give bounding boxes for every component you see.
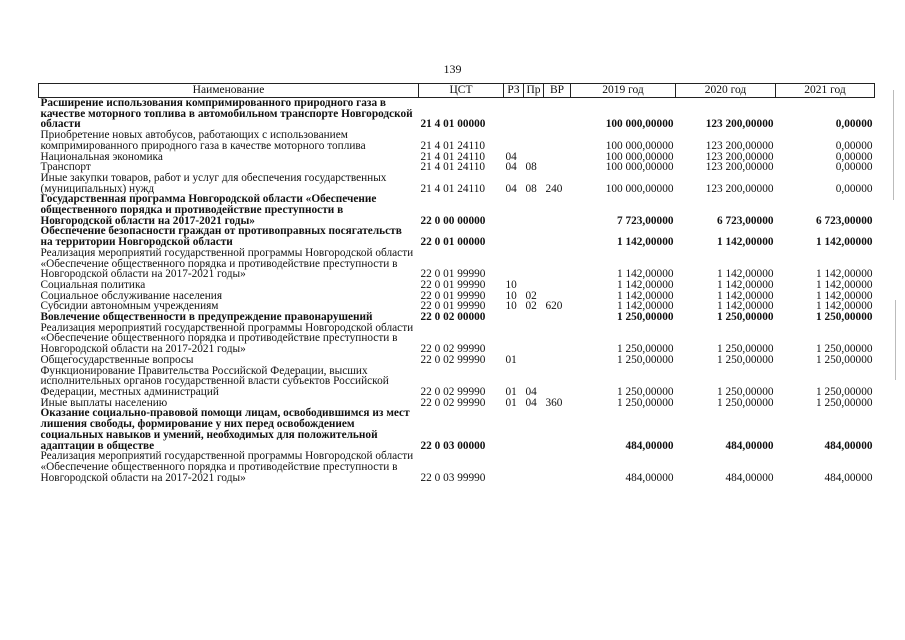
cell-pr [524,194,544,226]
cell-2019: 100 000,00000 [605,118,674,131]
cell-cst: 22 0 02 99990 [420,385,486,398]
cell-2021: 1 250,00000 [816,311,873,324]
cell-2019: 1 250,00000 [617,311,674,324]
cell-rz [504,98,524,131]
cell-name: Социальная политика [40,278,146,291]
cell-rz [504,248,524,280]
table-row [39,248,875,280]
cell-2019: 1 142,00000 [617,236,674,249]
cell-rz [504,194,524,226]
cell-2020: 1 142,00000 [717,268,774,281]
page-number: 139 [443,62,462,76]
cell-rz [504,408,524,451]
cell-2021: 1 142,00000 [816,268,873,281]
cell-2020: 123 200,00000 [705,182,774,195]
cell-cst: 21 4 01 24110 [420,139,486,152]
cell-2020: 123 200,00000 [705,139,774,152]
cell-pr [524,408,544,451]
cell-pr [524,248,544,280]
cell-pr: 04 [525,385,537,398]
cell-pr: 08 [525,182,537,195]
cell-rz: 04 [505,182,517,195]
cell-2019: 484,00000 [625,439,674,452]
cell-name: Национальная экономика [40,150,163,163]
cell-name: Реализация мероприятий государственной программы Новгородской области «Обеспечение общественного порядка и противодействие преступности в Новгородской области на 2017-2021 годы» [40,246,414,281]
cell-2020: 1 250,00000 [717,311,774,324]
cell-2021: 484,00000 [824,439,873,452]
cell-2019: 484,00000 [625,471,674,484]
cell-2021: 1 250,00000 [816,385,873,398]
cell-rz: 04 [505,161,517,174]
cell-rz: 01 [505,385,517,398]
cell-vr [544,194,571,226]
cell-2019: 1 142,00000 [617,289,674,302]
budget-table [38,83,875,483]
cell-rz [504,130,524,151]
cell-name: Вовлечение общественности в предупреждение правонарушений [40,311,373,324]
cell-name: Реализация мероприятий государственной программы Новгородской области «Обеспечение общественного порядка и противодействие преступности в Новгородской области на 2017-2021 годы» [40,321,414,356]
cell-cst: 22 0 01 00000 [420,236,486,249]
cell-2019: 100 000,00000 [605,182,674,195]
cell-2020: 1 142,00000 [717,236,774,249]
cell-vr [544,152,571,163]
cell-2021: 0,00000 [835,161,873,174]
cell-cst: 22 0 03 99990 [420,471,486,484]
cell-vr: 240 [545,182,563,195]
cell-pr [524,451,544,483]
cell-name: Социальное обслуживание населения [40,289,223,302]
cell-name: Иные закупки товаров, работ и услуг для обеспечения государственных (муниципальных) нужд [40,171,387,195]
cell-vr [544,366,571,398]
cell-2021: 1 142,00000 [816,289,873,302]
cell-name: Субсидии автономным учреждениям [40,300,219,313]
cell-pr [524,226,544,247]
cell-name: Государственная программа Новгородской области «Обеспечение общественного порядка и противодействие преступности в Новгородской области на 2017-2021 годы» [40,193,377,227]
cell-cst: 22 0 01 99990 [420,278,486,291]
cell-2020: 123 200,00000 [705,161,774,174]
cell-2020: 484,00000 [725,471,774,484]
cell-2019: 1 250,00000 [617,385,674,398]
header-2020: 2020 год [676,84,776,98]
cell-2021: 0,00000 [835,182,873,195]
table-row [39,323,875,355]
cell-name: Оказание социально-правовой помощи лицам, освободившимся из мест лишения свободы, формирование у них перед освобождением социальных навыков и умений, необходимых для положительной адаптации в обществе [40,407,410,452]
table-row [39,98,875,131]
cell-vr [544,312,571,323]
cell-name: Транспорт [40,161,91,174]
cell-vr [544,280,571,291]
cell-rz: 10 [505,300,517,313]
cell-cst: 22 0 02 00000 [420,311,486,324]
cell-2021: 1 142,00000 [816,278,873,291]
cell-cst: 21 4 01 24110 [420,150,486,163]
cell-2021: 484,00000 [824,471,873,484]
cell-vr [544,162,571,173]
cell-vr [544,451,571,483]
cell-2021: 0,00000 [835,150,873,163]
cell-2021: 1 250,00000 [816,353,873,366]
cell-vr: 620 [545,300,563,313]
cell-cst: 22 0 02 99990 [420,396,486,409]
cell-2020: 1 142,00000 [717,300,774,313]
cell-2020: 1 250,00000 [717,343,774,356]
cell-cst: 21 4 01 24110 [420,182,486,195]
cell-2019: 1 250,00000 [617,343,674,356]
cell-2020: 123 200,00000 [705,150,774,163]
cell-2020: 6 723,00000 [717,214,774,227]
table-row [39,355,875,366]
cell-rz [504,312,524,323]
cell-pr: 02 [525,300,537,313]
cell-pr [524,355,544,366]
cell-vr: 360 [545,396,563,409]
cell-2020: 1 250,00000 [717,396,774,409]
cell-vr [544,248,571,280]
cell-pr: 08 [525,161,537,174]
cell-rz: 10 [505,289,517,302]
cell-2020: 484,00000 [725,439,774,452]
cell-vr [544,323,571,355]
cell-name: Реализация мероприятий государственной программы Новгородской области «Обеспечение общественного порядка и противодействие преступности в Новгородской области на 2017-2021 годы» [40,450,414,484]
cell-cst: 22 0 00 00000 [420,214,486,227]
cell-2020: 1 250,00000 [717,385,774,398]
table-row [39,226,875,247]
header-vr: ВР [544,84,571,98]
cell-2020: 1 250,00000 [717,353,774,366]
header-2021: 2021 год [776,84,875,98]
cell-cst: 21 4 01 24110 [420,161,486,174]
cell-cst: 22 0 02 99990 [420,343,486,356]
cell-pr: 04 [525,396,537,409]
table-row [39,366,875,398]
cell-2020: 123 200,00000 [705,118,774,131]
cell-2021: 1 250,00000 [816,396,873,409]
cell-pr [524,98,544,131]
cell-2020: 1 142,00000 [717,278,774,291]
cell-pr [524,312,544,323]
cell-cst: 22 0 03 00000 [420,439,486,452]
cell-vr [544,355,571,366]
cell-2021: 1 142,00000 [816,236,873,249]
cell-2021: 0,00000 [835,139,873,152]
cell-2019: 1 142,00000 [617,268,674,281]
cell-vr [544,408,571,451]
cell-name: Иные выплаты населению [40,396,168,409]
table-row [39,451,875,483]
cell-rz: 01 [505,396,517,409]
cell-2021: 1 250,00000 [816,343,873,356]
cell-2019: 1 250,00000 [617,396,674,409]
scan-edge-mark [893,90,894,200]
header-cst: ЦСТ [419,84,504,98]
cell-vr [544,98,571,131]
cell-cst: 22 0 01 99990 [420,268,486,281]
cell-2019: 100 000,00000 [605,150,674,163]
cell-2021: 1 142,00000 [816,300,873,313]
cell-2019: 1 142,00000 [617,300,674,313]
cell-name: Приобретение новых автобусов, работающих с использованием компримированного природного газа в качестве моторного топлива [40,129,366,152]
cell-2019: 100 000,00000 [605,161,674,174]
cell-2020: 1 142,00000 [717,289,774,302]
header-2019: 2019 год [571,84,676,98]
cell-rz: 10 [505,278,517,291]
table-row [39,194,875,226]
cell-rz: 01 [505,353,517,366]
header-rz: РЗ [504,84,524,98]
cell-name: Обеспечение безопасности граждан от противоправных посягательств на территории Новгородской области [40,225,402,249]
cell-rz: 04 [505,150,517,163]
table-row [39,130,875,151]
table-row [39,408,875,451]
cell-vr [544,130,571,151]
cell-name: Функционирование Правительства Российской Федерации, высших исполнительных органов государственной власти субъектов Российской Федерации, местных администраций [40,364,389,398]
cell-pr: 02 [525,289,537,302]
cell-cst: 22 0 02 99990 [420,353,486,366]
cell-pr [524,323,544,355]
cell-2019: 100 000,00000 [605,139,674,152]
cell-pr [524,130,544,151]
cell-cst: 22 0 01 99990 [420,289,486,302]
cell-name: Общегосударственные вопросы [40,353,194,366]
table-header-row [39,84,875,98]
cell-cst: 22 0 01 99990 [420,300,486,313]
cell-2019: 7 723,00000 [617,214,674,227]
scan-edge-mark [895,300,896,380]
header-pr: Пр [524,84,544,98]
cell-2021: 0,00000 [835,118,873,131]
cell-2019: 1 250,00000 [617,353,674,366]
cell-name: Расширение использования компримированного природного газа в качестве моторного топлива в автомобильном транспорте Новгородской области [40,97,413,131]
cell-2021: 6 723,00000 [816,214,873,227]
cell-rz [504,226,524,247]
cell-vr [544,226,571,247]
cell-rz [504,451,524,483]
cell-2019: 1 142,00000 [617,278,674,291]
cell-rz [504,323,524,355]
table-row [39,173,875,194]
cell-cst: 21 4 01 00000 [420,118,486,131]
header-name: Наименование [39,84,419,98]
